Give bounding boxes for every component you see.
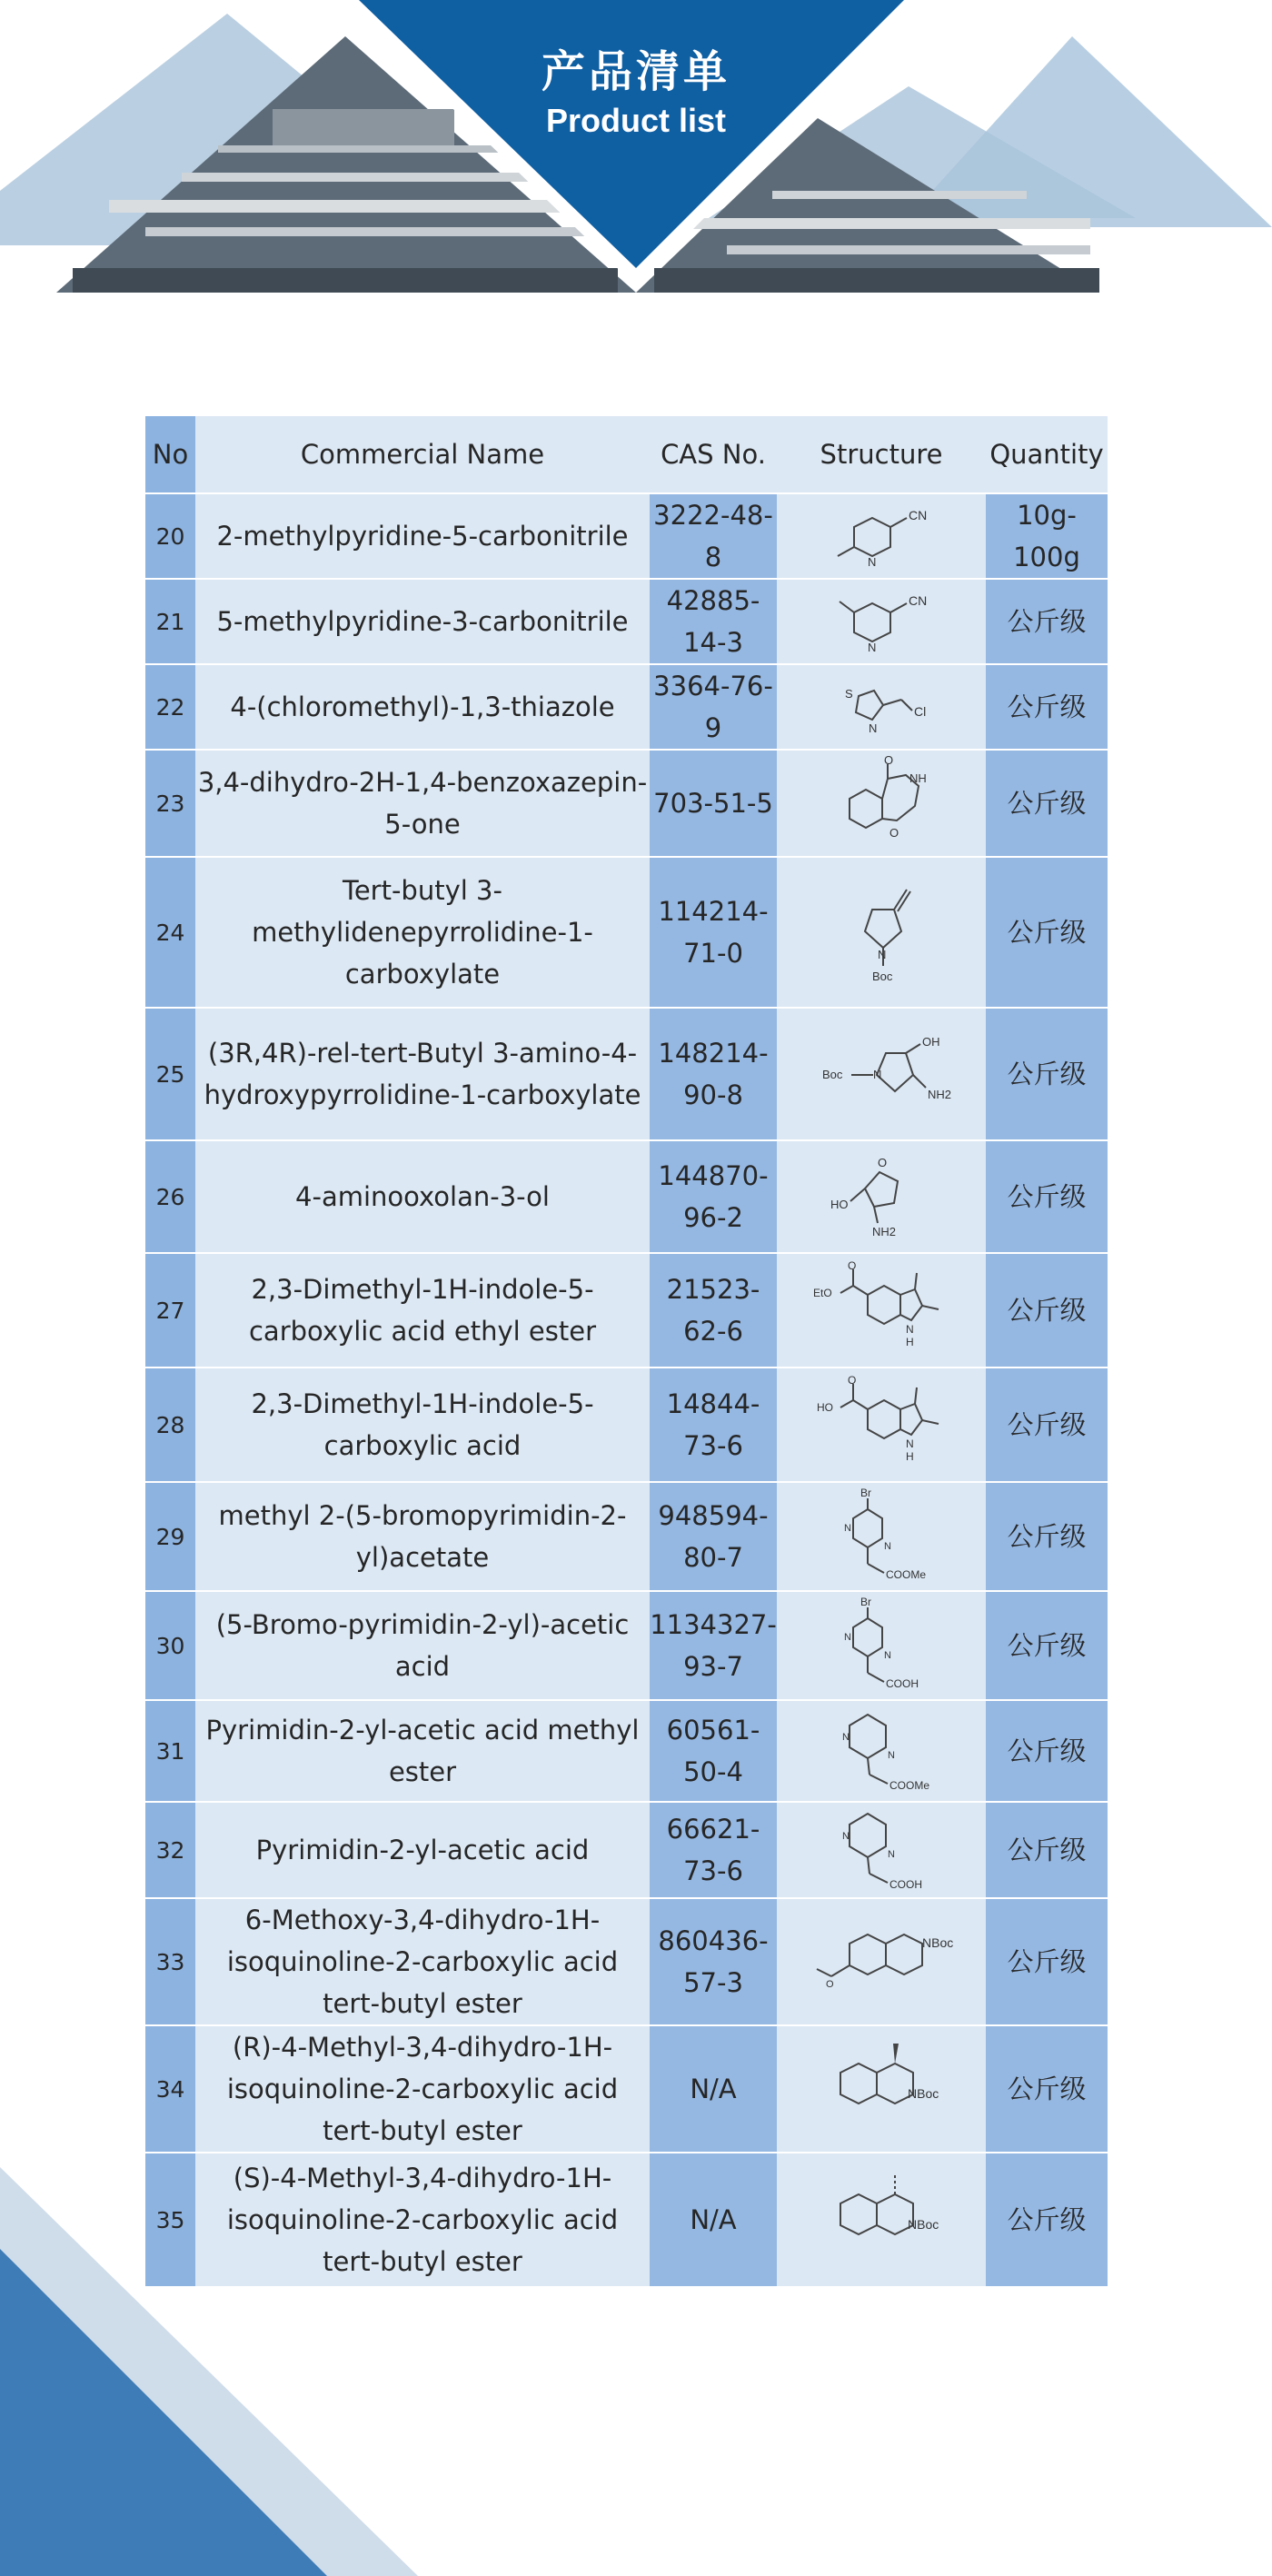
page-title-en: Product list — [545, 102, 727, 139]
cell-quantity: 公斤级 — [986, 664, 1108, 750]
col-header-structure: Structure — [777, 416, 986, 493]
cell-name: 2-methylpyridine-5-carbonitrile — [195, 493, 650, 579]
col-header-name: Commercial Name — [195, 416, 650, 493]
cell-quantity: 公斤级 — [986, 1898, 1108, 2025]
svg-text:H: H — [906, 1449, 914, 1463]
cell-no: 31 — [145, 1700, 195, 1802]
cell-no: 29 — [145, 1482, 195, 1591]
cell-cas: 703-51-5 — [650, 750, 777, 857]
cell-cas: 14844-73-6 — [650, 1368, 777, 1482]
boc-pyrrolidine-icon — [804, 1015, 959, 1133]
cell-name: 4-aminooxolan-3-ol — [195, 1140, 650, 1253]
table-row — [145, 493, 1108, 579]
table-row — [145, 1802, 1108, 1898]
bromopyrimidine-acid-icon — [813, 1595, 949, 1696]
svg-text:N: N — [888, 1849, 895, 1860]
cell-no: 27 — [145, 1253, 195, 1368]
cell-cas: 60561-50-4 — [650, 1700, 777, 1802]
cell-name: 5-methylpyridine-3-carbonitrile — [195, 579, 650, 664]
svg-text:N: N — [844, 1523, 851, 1534]
svg-text:N: N — [844, 1632, 851, 1643]
cell-structure — [777, 579, 986, 664]
isoquinoline-methoxy-icon — [786, 1907, 977, 2016]
cell-name: methyl 2-(5-bromopyrimidin-2-yl)acetate — [195, 1482, 650, 1591]
table-row — [145, 857, 1108, 1008]
svg-text:N: N — [842, 1731, 850, 1743]
cell-name: 2,3-Dimethyl-1H-indole-5-carboxylic acid ethyl ester — [195, 1253, 650, 1368]
cell-cas: 148214-90-8 — [650, 1008, 777, 1140]
table-row — [145, 1140, 1108, 1253]
cell-no: 25 — [145, 1008, 195, 1140]
cell-quantity: 公斤级 — [986, 857, 1108, 1008]
svg-text:Boc: Boc — [822, 1068, 843, 1081]
cell-quantity: 公斤级 — [986, 1008, 1108, 1140]
cell-quantity: 公斤级 — [986, 1700, 1108, 1802]
svg-text:N: N — [884, 1541, 891, 1552]
svg-text:Br: Br — [860, 1487, 871, 1499]
table-row — [145, 1591, 1108, 1700]
svg-text:N: N — [868, 641, 877, 654]
header-banner — [0, 0, 1272, 300]
cell-no: 26 — [145, 1140, 195, 1253]
svg-text:CN: CN — [909, 593, 928, 608]
cell-quantity: 公斤级 — [986, 1140, 1108, 1253]
svg-text:NBoc: NBoc — [922, 1935, 954, 1950]
table-row — [145, 1700, 1108, 1802]
svg-text:O: O — [848, 1258, 857, 1272]
svg-text:COOMe: COOMe — [889, 1778, 930, 1792]
benzoxazepinone-icon — [813, 753, 949, 853]
pyridine-nitrile-icon — [818, 585, 945, 658]
table-header-row — [145, 416, 1108, 493]
oxolane-icon — [818, 1147, 945, 1247]
cell-quantity: 公斤级 — [986, 750, 1108, 857]
table-row — [145, 2025, 1108, 2153]
cell-quantity: 公斤级 — [986, 1253, 1108, 1368]
cell-name: Pyrimidin-2-yl-acetic acid methyl ester — [195, 1700, 650, 1802]
cell-cas: 42885-14-3 — [650, 579, 777, 664]
page-title-cn: 产品清单 — [541, 46, 730, 97]
svg-text:NH2: NH2 — [928, 1088, 952, 1101]
svg-text:N: N — [884, 1650, 891, 1661]
cell-cas: 144870-96-2 — [650, 1140, 777, 1253]
pyridine-nitrile-icon — [818, 500, 945, 572]
cell-no: 30 — [145, 1591, 195, 1700]
svg-text:N: N — [906, 1322, 914, 1336]
thiazole-icon — [818, 671, 945, 743]
cell-structure — [777, 664, 986, 750]
svg-text:N: N — [868, 555, 877, 569]
cell-quantity: 公斤级 — [986, 1802, 1108, 1898]
svg-text:COOMe: COOMe — [886, 1568, 927, 1581]
table-row — [145, 1008, 1108, 1140]
table-row — [145, 1898, 1108, 2025]
cell-structure — [777, 1482, 986, 1591]
cell-name: 4-(chloromethyl)-1,3-thiazole — [195, 664, 650, 750]
svg-text:N: N — [878, 948, 887, 961]
cell-cas: 3364-76-9 — [650, 664, 777, 750]
svg-text:H: H — [906, 1335, 914, 1348]
svg-text:O: O — [848, 1373, 857, 1387]
cell-structure — [777, 1368, 986, 1482]
svg-text:O: O — [884, 753, 894, 767]
table-row — [145, 1368, 1108, 1482]
cell-cas: 3222-48-8 — [650, 493, 777, 579]
cell-cas: 1134327-93-7 — [650, 1591, 777, 1700]
cell-name: 6-Methoxy-3,4-dihydro-1H-isoquinoline-2-carboxylic acid tert-butyl ester — [195, 1898, 650, 2025]
pyrimidine-ester-icon — [813, 1704, 949, 1799]
product-table — [145, 416, 1108, 2288]
cell-structure — [777, 750, 986, 857]
cell-name: Pyrimidin-2-yl-acetic acid — [195, 1802, 650, 1898]
cell-cas: 66621-73-6 — [650, 1802, 777, 1898]
svg-text:HO: HO — [830, 1198, 849, 1211]
cell-no: 28 — [145, 1368, 195, 1482]
cell-structure — [777, 1700, 986, 1802]
indole-ester-icon — [804, 1258, 959, 1363]
cell-name: 2,3-Dimethyl-1H-indole-5-carboxylic acid — [195, 1368, 650, 1482]
cell-cas: 948594-80-7 — [650, 1482, 777, 1591]
svg-text:N: N — [888, 1749, 895, 1761]
svg-text:CN: CN — [909, 508, 928, 522]
table-row — [145, 664, 1108, 750]
cell-name: (R)-4-Methyl-3,4-dihydro-1H-isoquinoline-2-carboxylic acid tert-butyl ester — [195, 2025, 650, 2153]
footer-decoration — [0, 2167, 1272, 2576]
svg-text:Br: Br — [860, 1596, 871, 1608]
cell-structure — [777, 1898, 986, 2025]
cell-name: 3,4-dihydro-2H-1,4-benzoxazepin-5-one — [195, 750, 650, 857]
footer-triangle-dark — [0, 2249, 327, 2576]
svg-text:O: O — [878, 1156, 888, 1169]
svg-text:NH: NH — [909, 771, 927, 785]
table-row — [145, 1253, 1108, 1368]
cell-cas: 114214-71-0 — [650, 857, 777, 1008]
cell-quantity: 10g-100g — [986, 493, 1108, 579]
cell-no: 24 — [145, 857, 195, 1008]
cell-no: 33 — [145, 1898, 195, 2025]
cell-structure — [777, 1008, 986, 1140]
cell-structure — [777, 493, 986, 579]
svg-text:NH2: NH2 — [872, 1225, 897, 1238]
svg-text:COOH: COOH — [886, 1677, 919, 1690]
cell-no: 34 — [145, 2025, 195, 2153]
cell-cas: N/A — [650, 2153, 777, 2287]
svg-text:COOH: COOH — [889, 1878, 922, 1891]
cell-no: 35 — [145, 2153, 195, 2287]
pyrrolidine-icon — [818, 864, 945, 1000]
svg-text:S: S — [845, 687, 853, 701]
cell-no: 21 — [145, 579, 195, 664]
cell-no: 32 — [145, 1802, 195, 1898]
cell-structure — [777, 1140, 986, 1253]
cell-quantity: 公斤级 — [986, 2153, 1108, 2287]
cell-cas: N/A — [650, 2025, 777, 2153]
cell-cas: 21523-62-6 — [650, 1253, 777, 1368]
bromopyrimidine-ester-icon — [813, 1486, 949, 1587]
cell-name: (S)-4-Methyl-3,4-dihydro-1H-isoquinoline-2-carboxylic acid tert-butyl ester — [195, 2153, 650, 2287]
table-row — [145, 750, 1108, 857]
cell-no: 23 — [145, 750, 195, 857]
svg-text:Boc: Boc — [872, 970, 893, 983]
col-header-no: No — [145, 416, 195, 493]
svg-text:Cl: Cl — [914, 704, 927, 719]
col-header-cas: CAS No. — [650, 416, 777, 493]
cell-quantity: 公斤级 — [986, 579, 1108, 664]
cell-structure — [777, 1253, 986, 1368]
svg-text:O: O — [889, 826, 899, 840]
svg-text:N: N — [869, 721, 878, 735]
svg-text:O: O — [826, 1979, 834, 1990]
cell-structure — [777, 1802, 986, 1898]
cell-name: (5-Bromo-pyrimidin-2-yl)-acetic acid — [195, 1591, 650, 1700]
pyrimidine-acid-icon — [813, 1805, 949, 1895]
svg-text:OH: OH — [922, 1035, 940, 1049]
cell-cas: 860436-57-3 — [650, 1898, 777, 2025]
svg-text:EtO: EtO — [813, 1286, 832, 1299]
svg-text:N: N — [906, 1437, 914, 1450]
cell-name: Tert-butyl 3-methylidenepyrrolidine-1-carboxylate — [195, 857, 650, 1008]
cell-structure — [777, 857, 986, 1008]
cell-quantity: 公斤级 — [986, 1591, 1108, 1700]
svg-text:N: N — [842, 1831, 850, 1842]
cell-no: 22 — [145, 664, 195, 750]
cell-quantity: 公斤级 — [986, 1368, 1108, 1482]
indole-acid-icon — [804, 1373, 959, 1477]
cell-structure — [777, 1591, 986, 1700]
cell-quantity: 公斤级 — [986, 1482, 1108, 1591]
cell-no: 20 — [145, 493, 195, 579]
cell-structure — [777, 2025, 986, 2153]
table-row — [145, 579, 1108, 664]
svg-text:NBoc: NBoc — [908, 2217, 939, 2232]
col-header-quantity: Quantity — [986, 416, 1108, 493]
svg-text:N: N — [873, 1068, 882, 1081]
table-row — [145, 1482, 1108, 1591]
svg-text:NBoc: NBoc — [908, 2086, 939, 2101]
cell-quantity: 公斤级 — [986, 2025, 1108, 2153]
cell-name: (3R,4R)-rel-tert-Butyl 3-amino-4-hydroxypyrrolidine-1-carboxylate — [195, 1008, 650, 1140]
svg-text:HO: HO — [817, 1400, 833, 1414]
isoquinoline-r-icon — [795, 2034, 968, 2143]
